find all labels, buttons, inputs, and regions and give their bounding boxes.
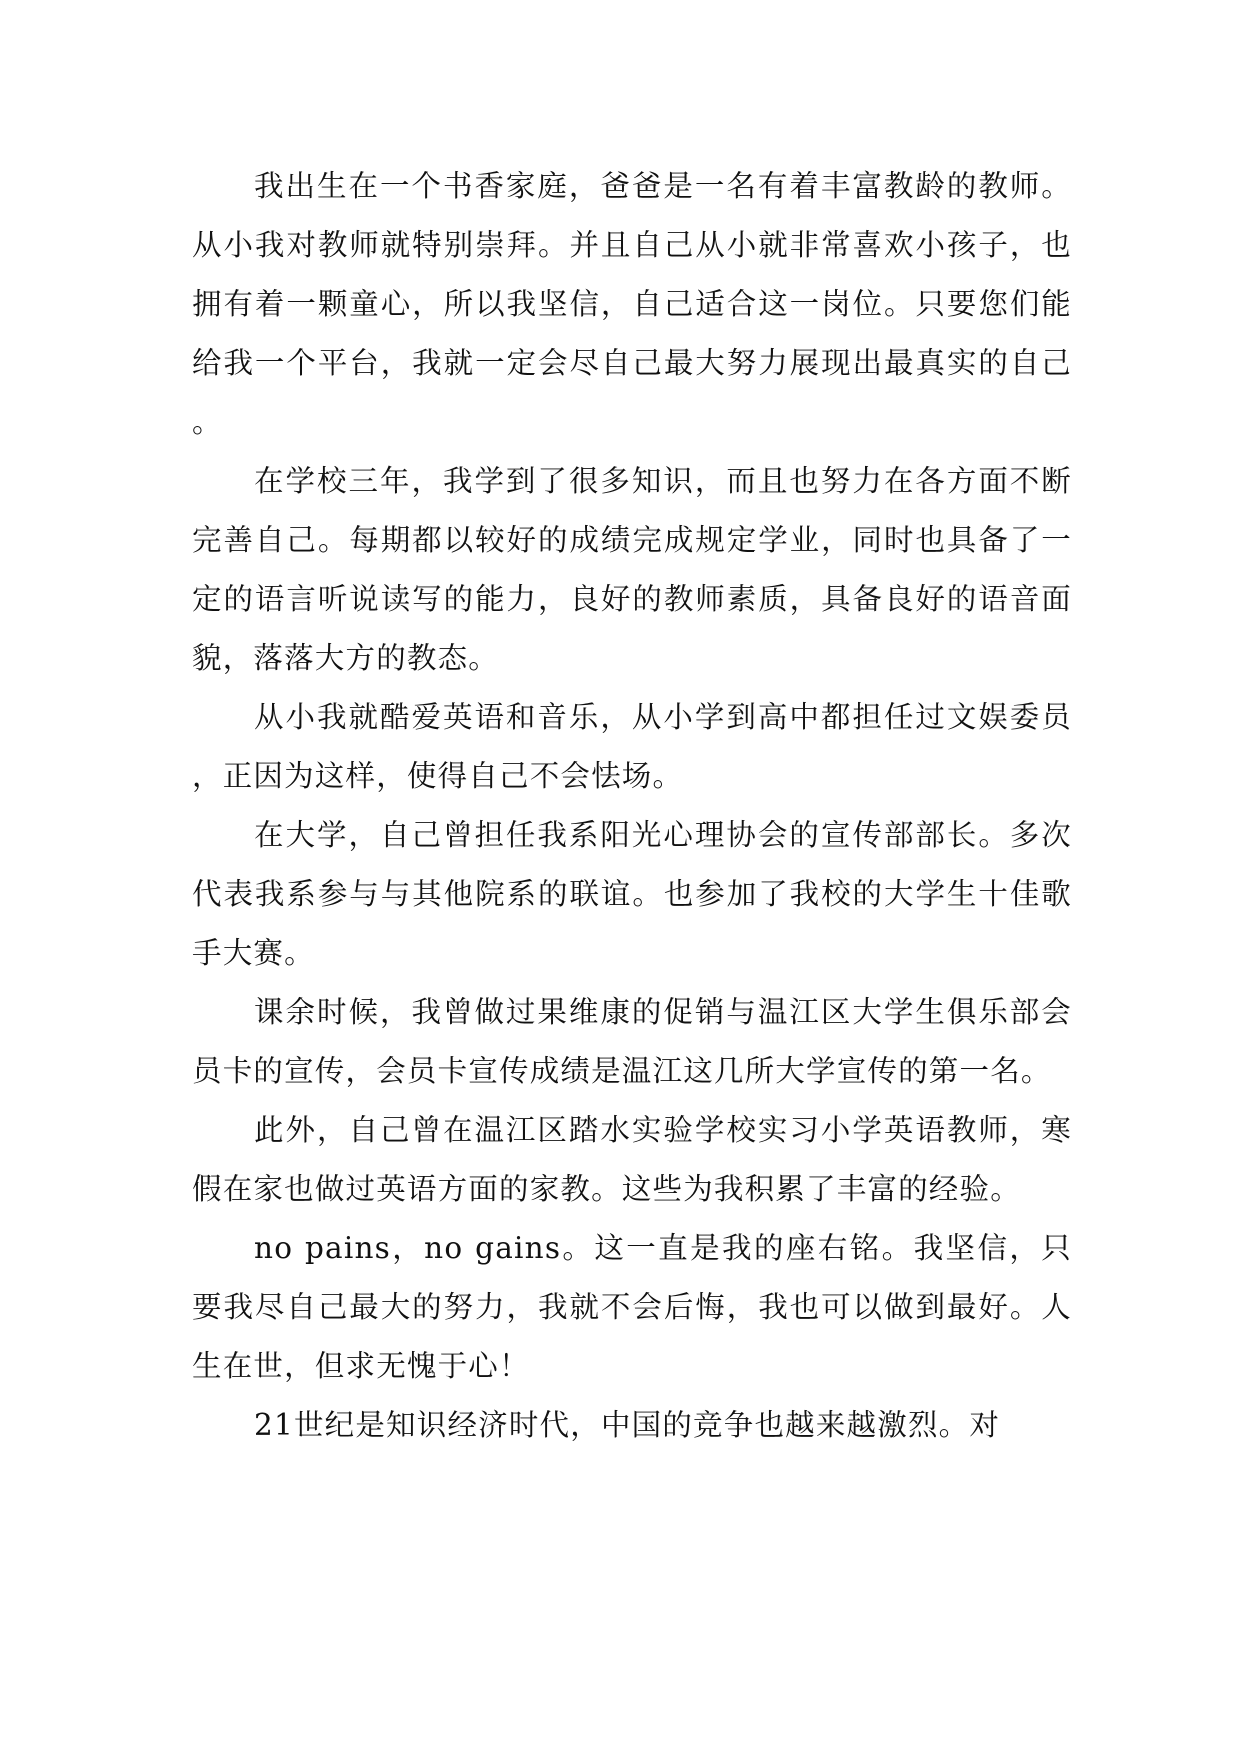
paragraph-motto: no pains，no gains。这一直是我的座右铭。我坚信，只要我尽自己最大的努力，我就不会后悔，我也可以做到最好。人生在世，但求无愧于心！ <box>192 1231 1072 1383</box>
paragraph-part-time-work: 课余时候，我曾做过果维康的促销与温江区大学生俱乐部会员卡的宣传，会员卡宣传成绩是温江这几所大学宣传的第一名。 <box>192 995 1072 1088</box>
paragraph-university-roles: 在大学，自己曾担任我系阳光心理协会的宣传部部长。多次代表我系参与与其他院系的联谊。也参加了我校的大学生十佳歌手大赛。 <box>192 818 1072 970</box>
paragraph-teaching-internship: 此外，自己曾在温江区踏水实验学校实习小学英语教师，寒假在家也做过英语方面的家教。这些为我积累了丰富的经验。 <box>192 1113 1072 1206</box>
document-body <box>192 157 1072 1455</box>
paragraph-21st-century: 21世纪是知识经济时代，中国的竞争也越来越激烈。对 <box>254 1408 1001 1442</box>
paragraph-english-music: 从小我就酷爱英语和音乐，从小学到高中都担任过文娱委员，正因为这样，使得自己不会怯场。 <box>192 700 1072 793</box>
paragraph-family-background: 我出生在一个书香家庭，爸爸是一名有着丰富教龄的教师。从小我对教师就特别崇拜。并且自己从小就非常喜欢小孩子，也拥有着一颗童心，所以我坚信，自己适合这一岗位。只要您们能给我一个平台，我就一定会尽自己最大努力展现出最真实的自己。 <box>192 169 1072 439</box>
paragraph-school-years: 在学校三年，我学到了很多知识，而且也努力在各方面不断完善自己。每期都以较好的成绩完成规定学业，同时也具备了一定的语言听说读写的能力，良好的教师素质，具备良好的语音面貌，落落大方的教态。 <box>192 464 1072 675</box>
